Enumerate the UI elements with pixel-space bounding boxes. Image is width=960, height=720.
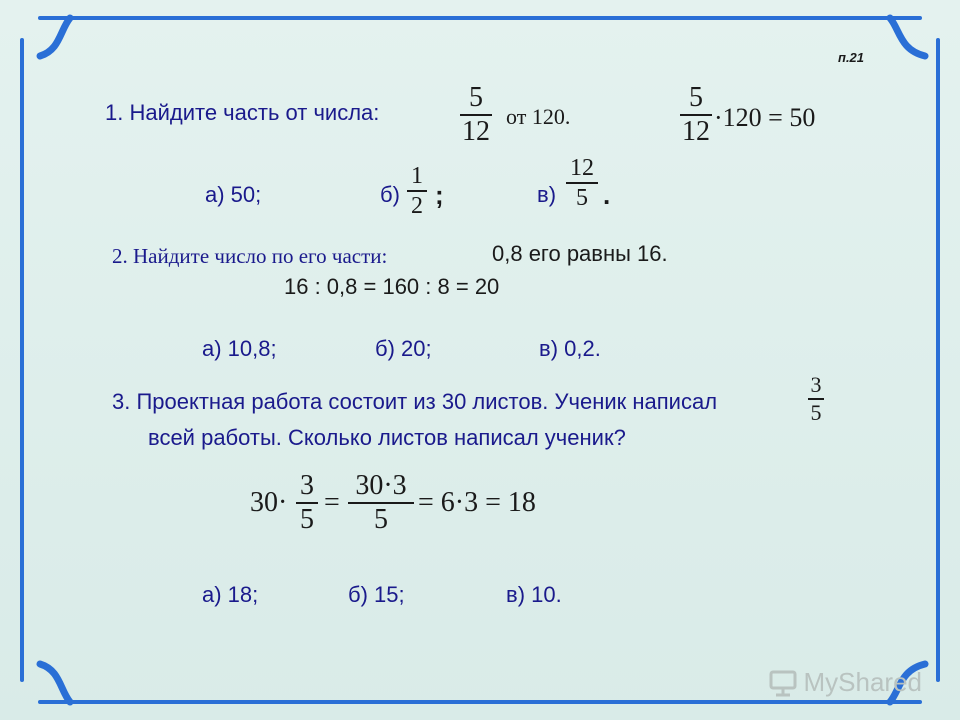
task2-condition: 0,8 его равны 16.	[492, 241, 668, 266]
task3-line1: 3. Проектная работа состоит из 30 листов. Ученик написал	[112, 389, 718, 414]
task1-answer-b-fraction	[407, 164, 427, 218]
task1-answer-b-separator: ;	[435, 180, 444, 210]
fraction-numerator: 5	[689, 82, 703, 113]
task3-solution-fraction-1	[296, 472, 318, 534]
fraction-numerator: 3	[300, 470, 314, 501]
watermark	[768, 667, 923, 698]
fraction-bar	[566, 182, 598, 184]
fraction-denominator: 12	[462, 116, 490, 147]
fraction-denominator: 5	[374, 504, 388, 535]
task3-solution-lead: 30·	[250, 487, 288, 518]
task3-answer-b: б) 15;	[348, 582, 405, 607]
task3-answer-a: а) 18;	[202, 582, 259, 607]
task3-line2: всей работы. Сколько листов написал ученик?	[148, 425, 626, 450]
fraction-numerator: 12	[570, 155, 594, 181]
task1-solution-fraction	[680, 84, 712, 146]
task1-answer-b-label: б)	[380, 182, 400, 207]
task2-label: 2. Найдите число по его части:	[112, 244, 388, 268]
task1-solution-rest: ·120 = 50	[714, 103, 816, 132]
task3-answer-c: в) 10.	[506, 582, 562, 607]
presentation-icon	[768, 669, 798, 697]
fraction-numerator: 1	[411, 163, 423, 189]
task2-answer-c: в) 0,2.	[539, 336, 601, 361]
task2-answer-b: б) 20;	[375, 336, 432, 361]
task1-answer-c-separator: .	[603, 180, 611, 210]
task3-solution-fraction-2	[348, 472, 414, 534]
task2-solution: 16 : 0,8 = 160 : 8 = 20	[284, 274, 500, 299]
fraction-denominator: 5	[300, 504, 314, 535]
page-number: п.21	[838, 50, 865, 65]
fraction-bar	[407, 190, 427, 192]
task1-fraction	[460, 84, 492, 146]
task3-solution-rest: = 6·3 = 18	[418, 487, 536, 518]
watermark-text: MyShared	[803, 667, 922, 697]
task1-answer-c-fraction	[566, 156, 598, 210]
task2-answer-a: а) 10,8;	[202, 336, 277, 361]
fraction-denominator: 5	[810, 400, 822, 425]
fraction-denominator: 2	[411, 193, 423, 219]
fraction-denominator: 12	[682, 116, 710, 147]
task1-answer-c-label: в)	[537, 182, 557, 207]
fraction-numerator: 5	[469, 82, 483, 113]
fraction-denominator: 5	[576, 185, 588, 211]
fraction-numerator: 30·3	[355, 470, 407, 501]
task3-fraction	[808, 374, 824, 424]
task1-answer-a: а) 50;	[205, 182, 262, 207]
task1-label: 1. Найдите часть от числа:	[105, 100, 380, 125]
fraction-numerator: 3	[810, 372, 822, 397]
task1-of-number: от 120.	[506, 104, 571, 129]
task3-solution-equals: =	[324, 487, 340, 518]
